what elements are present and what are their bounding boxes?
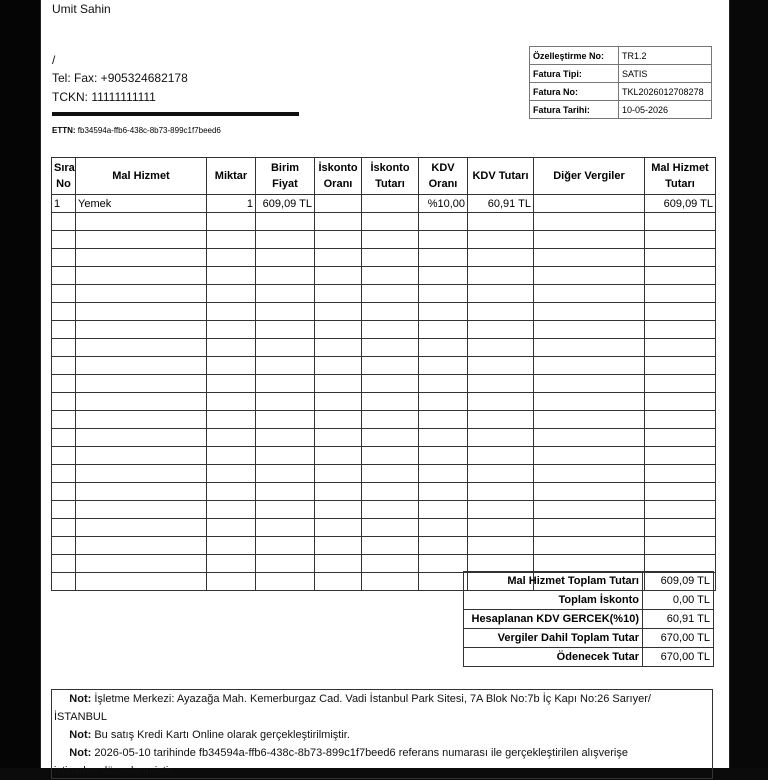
table-cell <box>534 555 645 573</box>
total-label: Vergiler Dahil Toplam Tutar <box>464 629 643 648</box>
empty-row <box>52 285 716 303</box>
table-cell <box>362 447 419 465</box>
table-row <box>52 195 716 213</box>
meta-row <box>530 83 712 101</box>
table-cell <box>468 501 534 519</box>
table-cell <box>534 339 645 357</box>
table-cell <box>256 231 315 249</box>
total-value: 60,91 TL <box>643 610 714 629</box>
ettn-label: ETTN: <box>52 126 76 135</box>
table-cell <box>468 213 534 231</box>
total-row <box>464 591 714 610</box>
table-cell <box>52 213 76 231</box>
table-cell <box>315 285 362 303</box>
table-cell <box>645 267 716 285</box>
table-cell <box>256 411 315 429</box>
table-cell <box>419 249 468 267</box>
table-cell <box>645 447 716 465</box>
table-cell <box>256 465 315 483</box>
table-cell <box>315 501 362 519</box>
column-header: İskonto Tutarı <box>362 158 419 195</box>
total-label: Hesaplanan KDV GERCEK(%10) <box>464 610 643 629</box>
table-cell: 1 <box>207 195 256 213</box>
table-cell <box>76 303 207 321</box>
table-cell <box>207 339 256 357</box>
table-cell <box>645 411 716 429</box>
table-cell <box>419 303 468 321</box>
table-cell <box>645 249 716 267</box>
table-cell <box>645 519 716 537</box>
table-cell <box>534 213 645 231</box>
note-line: İSTANBUL <box>54 711 107 723</box>
table-cell <box>207 285 256 303</box>
table-cell <box>256 555 315 573</box>
table-cell <box>362 483 419 501</box>
table-cell <box>419 357 468 375</box>
items-table <box>51 157 716 591</box>
table-cell <box>207 303 256 321</box>
table-cell: 609,09 TL <box>256 195 315 213</box>
table-cell <box>256 249 315 267</box>
total-row <box>464 610 714 629</box>
table-cell <box>468 285 534 303</box>
table-cell <box>207 429 256 447</box>
table-cell <box>645 537 716 555</box>
meta-row <box>530 65 712 83</box>
table-cell <box>207 357 256 375</box>
table-cell <box>76 393 207 411</box>
table-cell <box>468 321 534 339</box>
column-header: Mal Hizmet <box>76 158 207 195</box>
empty-row <box>52 411 716 429</box>
total-value: 0,00 TL <box>643 591 714 610</box>
empty-row <box>52 249 716 267</box>
seller-tel-fax: Tel: Fax: +905324682178 <box>52 71 188 85</box>
empty-row <box>52 465 716 483</box>
meta-key: Fatura Tarihi: <box>530 101 619 119</box>
table-cell <box>645 429 716 447</box>
table-cell <box>207 447 256 465</box>
table-cell <box>256 393 315 411</box>
table-cell <box>362 375 419 393</box>
total-value: 609,09 TL <box>643 572 714 591</box>
totals-table <box>463 571 714 667</box>
meta-value: TKL2026012708278 <box>619 83 712 101</box>
table-cell <box>315 213 362 231</box>
seller-name: Umit Sahin <box>52 2 111 16</box>
total-row <box>464 629 714 648</box>
table-cell <box>76 411 207 429</box>
empty-row <box>52 429 716 447</box>
table-cell <box>256 303 315 321</box>
seller-address: / <box>52 53 56 67</box>
table-cell <box>468 483 534 501</box>
table-cell <box>468 231 534 249</box>
empty-row <box>52 537 716 555</box>
table-cell <box>534 249 645 267</box>
table-cell <box>52 555 76 573</box>
table-cell <box>207 249 256 267</box>
table-cell <box>534 393 645 411</box>
table-cell <box>645 321 716 339</box>
table-cell <box>315 267 362 285</box>
empty-row <box>52 339 716 357</box>
table-cell <box>362 519 419 537</box>
meta-key: Fatura Tipi: <box>530 65 619 83</box>
meta-key: Özelleştirme No: <box>530 47 619 65</box>
table-cell <box>645 393 716 411</box>
table-cell <box>207 501 256 519</box>
table-cell <box>315 411 362 429</box>
table-cell <box>468 465 534 483</box>
table-cell <box>76 231 207 249</box>
table-cell <box>645 465 716 483</box>
table-cell <box>256 501 315 519</box>
table-cell <box>52 375 76 393</box>
table-cell <box>419 537 468 555</box>
table-cell <box>76 555 207 573</box>
table-cell <box>76 483 207 501</box>
table-cell <box>256 483 315 501</box>
table-cell <box>315 339 362 357</box>
table-cell <box>315 375 362 393</box>
table-cell <box>52 231 76 249</box>
table-cell <box>419 465 468 483</box>
table-cell <box>534 231 645 249</box>
table-cell: 1 <box>52 195 76 213</box>
table-cell <box>52 411 76 429</box>
table-cell <box>315 447 362 465</box>
table-cell <box>76 573 207 591</box>
table-cell <box>52 249 76 267</box>
table-cell <box>315 393 362 411</box>
note-line: Not: İşletme Merkezi: Ayazağa Mah. Kemerburgaz Cad. Vadi İstanbul Park Sitesi, 7A Blok No:7b İç Kapı No:26 Sarıyer/ <box>69 693 651 705</box>
note-line: Not: 2026-05-10 tarihinde fb34594a-ffb6-438c-8b73-899c1f7beed6 referans numarası ile gerçekleştirilen alışverişe <box>69 747 628 759</box>
meta-row <box>530 101 712 119</box>
table-cell <box>315 465 362 483</box>
table-cell <box>645 231 716 249</box>
table-cell <box>76 465 207 483</box>
table-cell <box>52 537 76 555</box>
empty-row <box>52 231 716 249</box>
table-cell <box>76 519 207 537</box>
invoice-meta-table <box>529 46 712 119</box>
meta-value: 10-05-2026 <box>619 101 712 119</box>
table-cell: 60,91 TL <box>468 195 534 213</box>
table-cell <box>645 285 716 303</box>
column-header: Diğer Vergiler <box>534 158 645 195</box>
table-cell <box>76 429 207 447</box>
table-cell <box>362 249 419 267</box>
table-cell <box>534 519 645 537</box>
table-cell <box>468 303 534 321</box>
table-cell <box>534 357 645 375</box>
table-cell <box>256 375 315 393</box>
table-cell <box>645 555 716 573</box>
column-header: KDV Oranı <box>419 158 468 195</box>
empty-row <box>52 501 716 519</box>
table-cell <box>207 465 256 483</box>
table-cell <box>315 231 362 249</box>
table-cell <box>52 573 76 591</box>
table-cell <box>315 555 362 573</box>
table-cell <box>419 483 468 501</box>
table-cell <box>207 393 256 411</box>
table-cell <box>76 501 207 519</box>
meta-key: Fatura No: <box>530 83 619 101</box>
table-cell <box>362 339 419 357</box>
table-cell <box>419 447 468 465</box>
table-cell <box>76 447 207 465</box>
table-cell <box>534 537 645 555</box>
ettn <box>52 126 221 135</box>
empty-row <box>52 375 716 393</box>
table-cell <box>76 285 207 303</box>
table-cell <box>362 573 419 591</box>
seller-tckn: TCKN: 11111111111 <box>52 90 156 104</box>
table-cell <box>645 303 716 321</box>
table-cell <box>362 213 419 231</box>
table-cell <box>256 447 315 465</box>
table-cell <box>207 267 256 285</box>
table-cell <box>645 375 716 393</box>
table-cell <box>534 411 645 429</box>
table-cell <box>315 519 362 537</box>
table-cell <box>207 555 256 573</box>
table-cell <box>76 321 207 339</box>
right-border <box>728 0 768 768</box>
table-cell <box>534 429 645 447</box>
table-cell <box>256 321 315 339</box>
table-cell <box>468 555 534 573</box>
table-cell <box>256 213 315 231</box>
table-cell <box>419 285 468 303</box>
table-cell <box>76 375 207 393</box>
table-cell <box>52 465 76 483</box>
table-cell <box>534 195 645 213</box>
table-cell <box>534 465 645 483</box>
table-cell <box>207 411 256 429</box>
table-cell <box>468 249 534 267</box>
table-cell <box>468 537 534 555</box>
table-cell <box>645 483 716 501</box>
table-cell <box>362 231 419 249</box>
table-cell <box>419 375 468 393</box>
table-cell <box>256 285 315 303</box>
meta-value: TR1.2 <box>619 47 712 65</box>
empty-row <box>52 321 716 339</box>
column-header: Birim Fiyat <box>256 158 315 195</box>
empty-row <box>52 519 716 537</box>
table-cell <box>419 519 468 537</box>
table-cell <box>362 501 419 519</box>
table-cell <box>315 321 362 339</box>
table-cell <box>645 213 716 231</box>
table-cell <box>256 519 315 537</box>
table-cell <box>419 267 468 285</box>
notes-box <box>51 689 713 779</box>
total-label: Toplam İskonto <box>464 591 643 610</box>
table-cell <box>534 447 645 465</box>
table-cell <box>534 483 645 501</box>
table-cell <box>419 213 468 231</box>
total-row <box>464 648 714 667</box>
table-cell <box>52 393 76 411</box>
table-cell <box>419 411 468 429</box>
table-cell <box>76 249 207 267</box>
total-label: Mal Hizmet Toplam Tutarı <box>464 572 643 591</box>
table-cell: 609,09 TL <box>645 195 716 213</box>
table-cell <box>52 339 76 357</box>
table-cell <box>256 357 315 375</box>
table-cell <box>52 321 76 339</box>
table-cell <box>207 231 256 249</box>
table-cell <box>315 195 362 213</box>
table-cell <box>52 501 76 519</box>
table-cell <box>207 519 256 537</box>
table-cell <box>207 537 256 555</box>
table-cell <box>52 429 76 447</box>
table-cell <box>256 537 315 555</box>
table-cell: Yemek <box>76 195 207 213</box>
table-cell <box>534 303 645 321</box>
table-cell <box>315 483 362 501</box>
table-cell <box>52 447 76 465</box>
meta-row <box>530 47 712 65</box>
table-cell <box>468 447 534 465</box>
column-header: Miktar <box>207 158 256 195</box>
table-cell <box>52 519 76 537</box>
table-cell <box>534 285 645 303</box>
total-label: Ödenecek Tutar <box>464 648 643 667</box>
left-border <box>0 0 40 768</box>
table-cell <box>419 501 468 519</box>
table-cell <box>362 429 419 447</box>
table-cell <box>52 303 76 321</box>
table-cell <box>52 267 76 285</box>
table-cell <box>468 339 534 357</box>
table-cell <box>76 213 207 231</box>
table-cell <box>76 357 207 375</box>
table-cell <box>468 411 534 429</box>
table-cell <box>468 519 534 537</box>
table-cell <box>419 231 468 249</box>
table-cell <box>534 321 645 339</box>
table-cell <box>362 285 419 303</box>
meta-value: SATIS <box>619 65 712 83</box>
table-cell <box>645 501 716 519</box>
empty-row <box>52 303 716 321</box>
table-cell: %10,00 <box>419 195 468 213</box>
table-cell <box>256 339 315 357</box>
table-cell <box>315 357 362 375</box>
table-cell <box>645 357 716 375</box>
table-cell <box>207 321 256 339</box>
table-cell <box>315 249 362 267</box>
note-line: istinaden düzenlenmiştir. <box>54 765 175 777</box>
total-row <box>464 572 714 591</box>
table-cell <box>468 267 534 285</box>
table-cell <box>256 429 315 447</box>
table-cell <box>76 339 207 357</box>
table-cell <box>362 321 419 339</box>
table-cell <box>362 465 419 483</box>
total-value: 670,00 TL <box>643 629 714 648</box>
table-cell <box>362 537 419 555</box>
table-cell <box>362 393 419 411</box>
column-header: Mal Hizmet Tutarı <box>645 158 716 195</box>
table-cell <box>534 375 645 393</box>
table-cell <box>362 357 419 375</box>
table-cell <box>468 393 534 411</box>
column-header: KDV Tutarı <box>468 158 534 195</box>
empty-row <box>52 357 716 375</box>
table-cell <box>52 357 76 375</box>
table-cell <box>207 375 256 393</box>
table-cell <box>362 303 419 321</box>
table-cell <box>362 195 419 213</box>
total-value: 670,00 TL <box>643 648 714 667</box>
note-line: Not: Bu satış Kredi Kartı Online olarak gerçekleştirilmiştir. <box>69 729 350 741</box>
table-cell <box>419 321 468 339</box>
table-cell <box>419 555 468 573</box>
invoice-page <box>40 0 730 777</box>
table-cell <box>419 393 468 411</box>
table-cell <box>315 429 362 447</box>
table-cell <box>419 429 468 447</box>
empty-row <box>52 483 716 501</box>
table-cell <box>76 537 207 555</box>
table-cell <box>315 537 362 555</box>
empty-row <box>52 555 716 573</box>
table-cell <box>207 573 256 591</box>
table-cell <box>468 375 534 393</box>
table-cell <box>315 303 362 321</box>
table-cell <box>419 339 468 357</box>
header-divider <box>52 112 299 116</box>
table-cell <box>468 429 534 447</box>
column-header: İskonto Oranı <box>315 158 362 195</box>
table-cell <box>315 573 362 591</box>
empty-row <box>52 213 716 231</box>
table-cell <box>76 267 207 285</box>
table-cell <box>52 285 76 303</box>
table-cell <box>534 501 645 519</box>
table-cell <box>362 411 419 429</box>
empty-row <box>52 393 716 411</box>
ettn-value: fb34594a-ffb6-438c-8b73-899c1f7beed6 <box>77 126 221 135</box>
empty-row <box>52 447 716 465</box>
table-cell <box>207 483 256 501</box>
table-cell <box>52 483 76 501</box>
table-cell <box>256 573 315 591</box>
table-cell <box>256 267 315 285</box>
empty-row <box>52 267 716 285</box>
column-header: Sıra No <box>52 158 76 195</box>
table-cell <box>645 339 716 357</box>
table-cell <box>419 573 468 591</box>
table-cell <box>362 267 419 285</box>
table-cell <box>534 267 645 285</box>
table-cell <box>362 555 419 573</box>
table-cell <box>468 357 534 375</box>
table-cell <box>207 213 256 231</box>
